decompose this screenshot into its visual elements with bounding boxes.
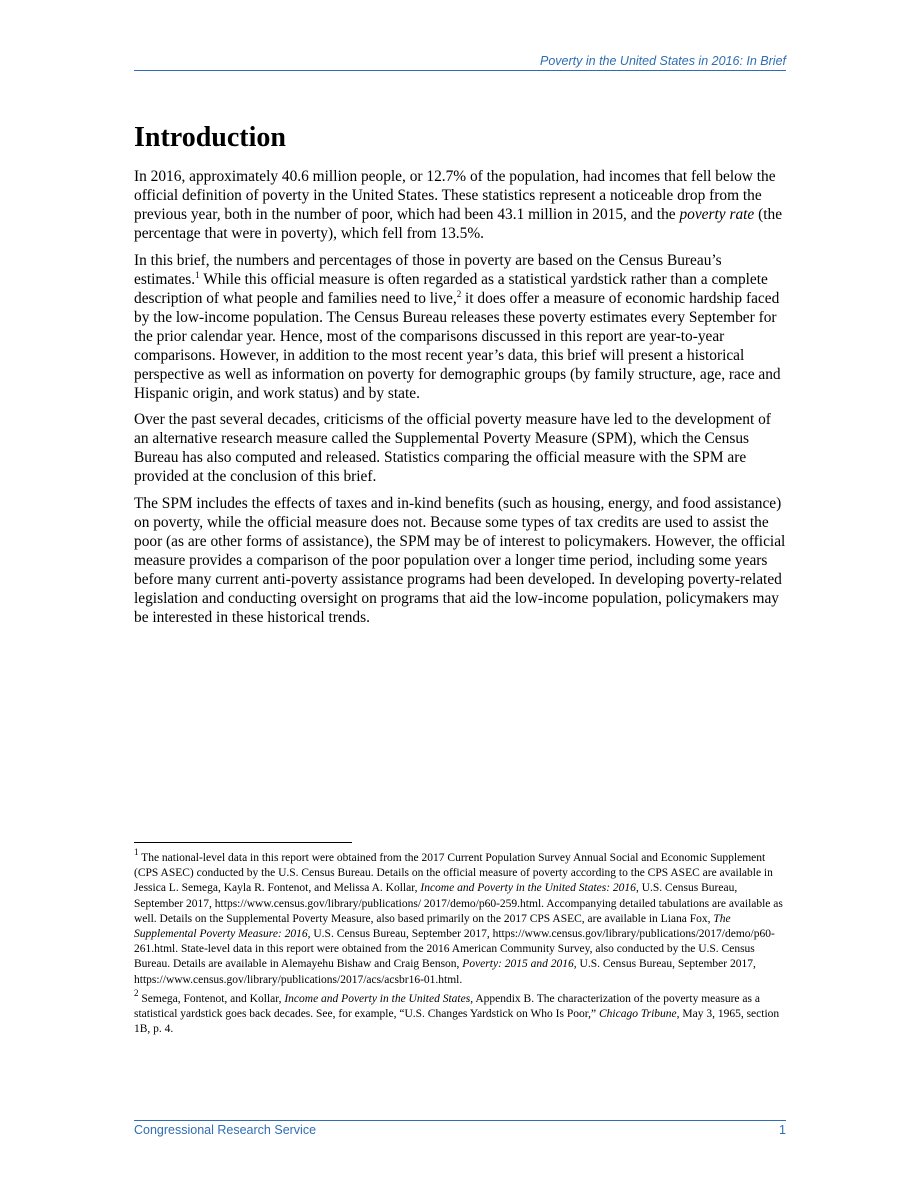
paragraph-4: The SPM includes the effects of taxes and in-kind benefits (such as housing, energy, and food assistance) on poverty, while the official measure does not. Because some types of tax credits are used to assist the poor (as are other forms of assistance), the SPM may be of interest to policymakers. However, the official measure provides a comparison of the poor population over a longer time period, including some years before many current anti-poverty assistance programs had been developed. In developing poverty-related legislation and conducting oversight on programs that aid the low-income population, policymakers may be interested in these historical trends.: [134, 494, 786, 626]
footnote-separator: [134, 842, 352, 843]
footnote-ref-2[interactable]: 2: [456, 288, 462, 299]
poverty-rate-term: poverty rate: [679, 206, 755, 223]
section-title: Introduction: [134, 122, 286, 153]
footnote-mark-2: 2: [134, 987, 139, 998]
paragraph-2: In this brief, the numbers and percentages of those in poverty are based on the Census Bureau’s estimates.$^1$ While this official measure is often regarded as a statistical yardstick rather than a complete description of what people and families need to live,$^2$ it does offer a measure of economic hardship faced by the low-income population. The Census Bureau releases these poverty estimates every September for the prior calendar year. Hence, most of the comparisons discussed in this report are year-to-year comparisons. However, in addition to the most recent year’s data, this brief will present a historical perspective as well as information on poverty for demographic groups (by family structure, age, race and Hispanic origin, and work status) and by state.: [134, 251, 781, 402]
paragraph-1: In 2016, approximately 40.6 million people, or 12.7% of the population, had incomes that fell below the official definition of poverty in the United States. These statistics represent a noticeable drop from the previous year, both in the number of poor, which had been 43.1 million in 2015, and the poverty rate (the percentage that were in poverty), which fell from 13.5%.: [134, 168, 783, 242]
footnote-ref-1[interactable]: 1: [195, 269, 200, 280]
footer-rule: [134, 1120, 786, 1121]
running-header: Poverty in the United States in 2016: In Brief: [540, 54, 786, 68]
footnote-1: $^1$ The national-level data in this report were obtained from the 2017 Current Population Survey Annual Social and Economic Supplement (CPS ASEC) conducted by the U.S. Census Bureau. Details on the official measure of poverty according to the CPS ASEC are available in Jessica L. Semega, Kayla R. Fontenot, and Melissa A. Kollar, Income and Poverty in the United States: 2016, U.S. Census Bureau, September 2017, https://www.census.gov/library/publications/ 2017/demo/p60-259.html. Accompanying detailed tabulations are available as well. Details on the Supplemental Poverty Measure, also based primarily on the 2017 CPS ASEC, are available in Liana Fox, The Supplemental Poverty Measure: 2016, U.S. Census Bureau, September 2017, https://www.census.gov/library/publications/2017/demo/p60-261.html. State-level data in this report were obtained from the 2016 American Community Survey, also conducted by the U.S. Census Bureau. Details are available in Alemayehu Bishaw and Craig Benson, Poverty: 2015 and 2016, U.S. Census Bureau, September 2017, https://www.census.gov/library/publications/2017/acs/acsbr16-01.html.: [134, 847, 783, 986]
footnote-2: $^2$ Semega, Fontenot, and Kollar, Income and Poverty in the United States, Appendix B. The characterization of the poverty measure as a statistical yardstick goes back decades. See, for example, “U.S. Changes Yardstick on Who Is Poor,” Chicago Tribune, May 3, 1965, section 1B, p. 4.: [134, 987, 780, 1036]
header-rule: [134, 70, 786, 71]
body-text: [134, 167, 788, 634]
footnotes: [134, 847, 786, 1041]
footnote-mark-1: 1: [134, 847, 139, 857]
paragraph-3: Over the past several decades, criticisms of the official poverty measure have led to the development of an alternative research measure called the Supplemental Poverty Measure (SPM), which the Census Bureau has also computed and released. Statistics comparing the official measure with the SPM are provided at the conclusion of this brief.: [134, 411, 771, 485]
footer-organization: Congressional Research Service: [134, 1123, 317, 1137]
page-number: 1: [779, 1123, 786, 1137]
